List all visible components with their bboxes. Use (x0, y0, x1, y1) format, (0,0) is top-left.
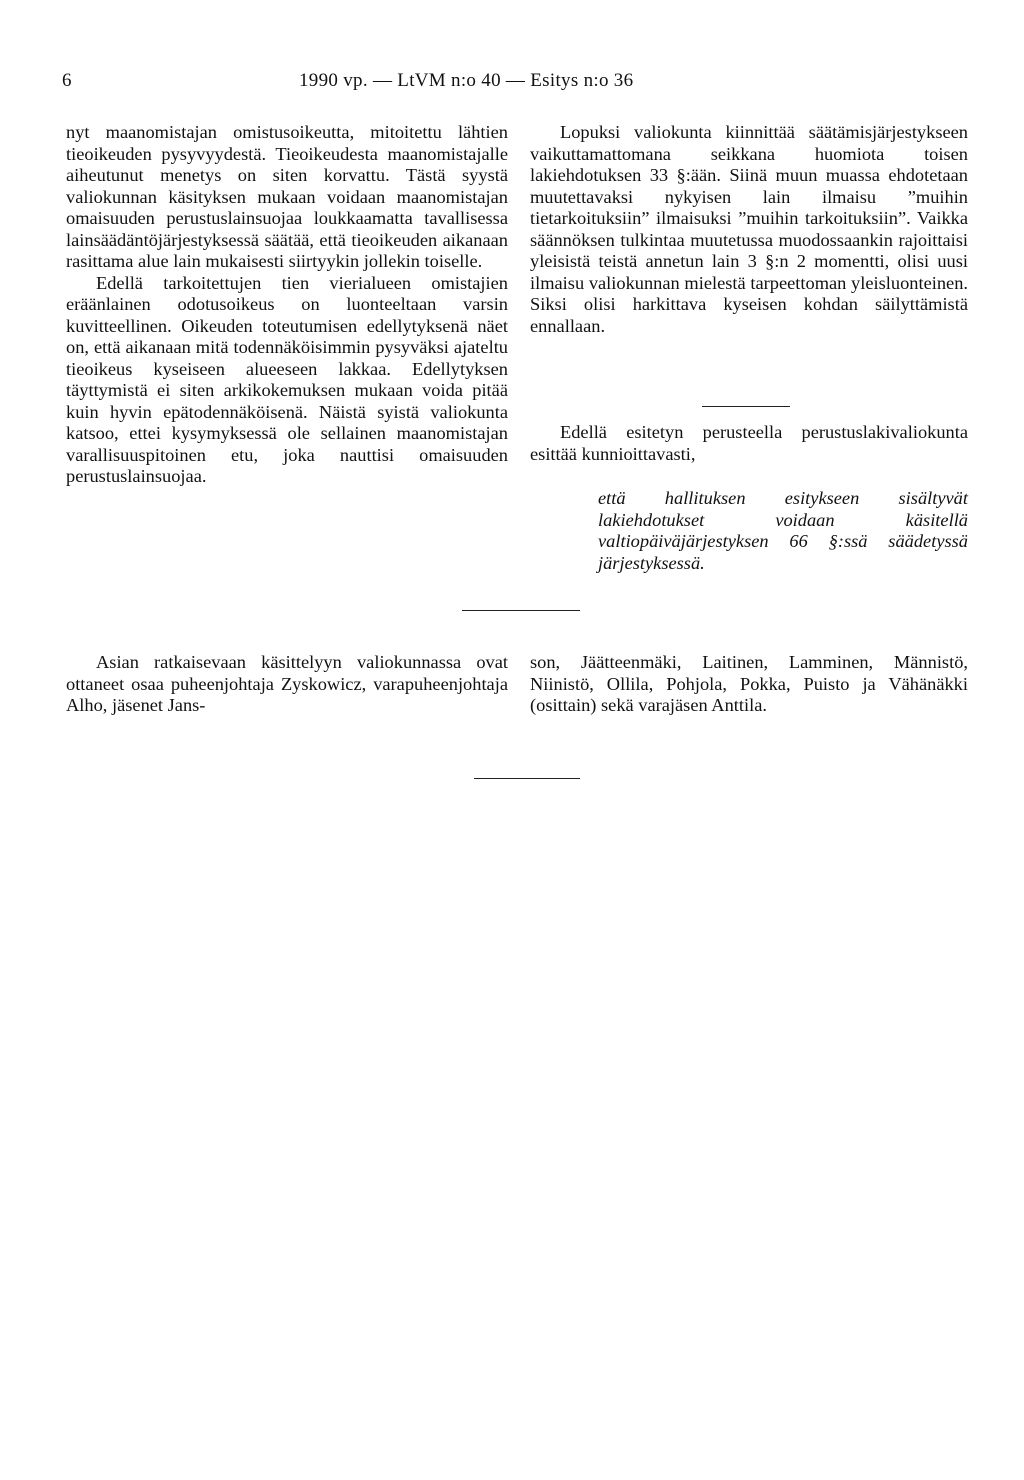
left-paragraph-2: Edellä tarkoitettujen tien vierialueen omistajien eräänlainen odotusoikeus on luonteeltaan varsin kuvitteellinen. Oikeuden toteutumisen edellytyksenä näet on, että aikanaan mitä todennäköisimmin pysyväksi ajateltu tieoikeus kyseiseen alueeseen lakkaa. Edellytyksen täyttymistä ei siten arkikokemuksen mukaan voida pitää kuin hyvin epätodennäköisenä. Näistä syistä valiokunta katsoo, ettei kysymyksessä ole sellainen maanomistajan varallisuuspitoinen etu, joka nauttisi omaisuuden perustuslainsuojaa. (66, 272, 508, 486)
end-divider (474, 778, 580, 779)
right-paragraph-2: Edellä esitetyn perusteella perustuslakivaliokunta esittää kunnioittavasti, (530, 422, 968, 464)
participants-right (530, 652, 968, 717)
right-paragraph-1: Lopuksi valiokunta kiinnittää säätämisjärjestykseen vaikuttamattomana seikkana huomiota toisen lakiehdotuksen 33 §:ään. Siinä muun muassa ehdotetaan muutettavaksi nykyisen lain ilmaisu ”muihin tietarkoituksiin” ilmaisuksi ”muihin tarkoituksiin”. Vaikka säännöksen tulkintaa muutetussa muodossaankin rajoittaisi yleisistä teistä annetun lain 3 §:n 2 momentti, olisi uusi ilmaisu valiokunnan mielestä tarpeettoman yleisluonteinen. Siksi olisi harkittava kyseisen kohdan säilyttämistä ennallaan. (530, 122, 968, 336)
participants-left (66, 652, 508, 717)
left-column (66, 122, 508, 488)
resolution-statement (598, 488, 968, 574)
section-divider (462, 610, 580, 611)
page-number: 6 (62, 70, 72, 91)
right-column (530, 122, 968, 337)
section-divider (702, 406, 790, 407)
left-paragraph-1: nyt maanomistajan omistusoikeutta, mitoitettu lähtien tieoikeuden pysyvyydestä. Tieoikeudesta maanomistajalle aiheutunut menetys on siten korvattu. Tästä syystä valiokunnan käsityksen mukaan voidaan maanomistajan omaisuuden perustuslainsuojaa loukkaamatta tavallisessa lainsäädäntöjärjestyksessä säätää, että tieoikeuden aikanaan rasittama alue lain mukaisesti siirtyykin jollekin toiselle. (66, 122, 508, 271)
resolution-text: että hallituksen esitykseen sisältyvät lakiehdotukset voidaan käsitellä valtiopäiväjärjestyksen 66 §:ssä säädetyssä järjestyksessä. (598, 488, 968, 573)
participants-text-left: Asian ratkaisevaan käsittelyyn valiokunnassa ovat ottaneet osaa puheenjohtaja Zyskowicz, varapuheenjohtaja Alho, jäsenet Jans- (66, 652, 508, 715)
proposal-intro (530, 422, 968, 465)
running-head: 1990 vp. — LtVM n:o 40 — Esitys n:o 36 (299, 70, 634, 91)
page-header (62, 70, 962, 100)
participants-text-right: son, Jäätteenmäki, Laitinen, Lamminen, Männistö, Niinistö, Ollila, Pohjola, Pokka, Puisto ja Vähänäkki (osittain) sekä varajäsen Anttila. (530, 652, 968, 715)
